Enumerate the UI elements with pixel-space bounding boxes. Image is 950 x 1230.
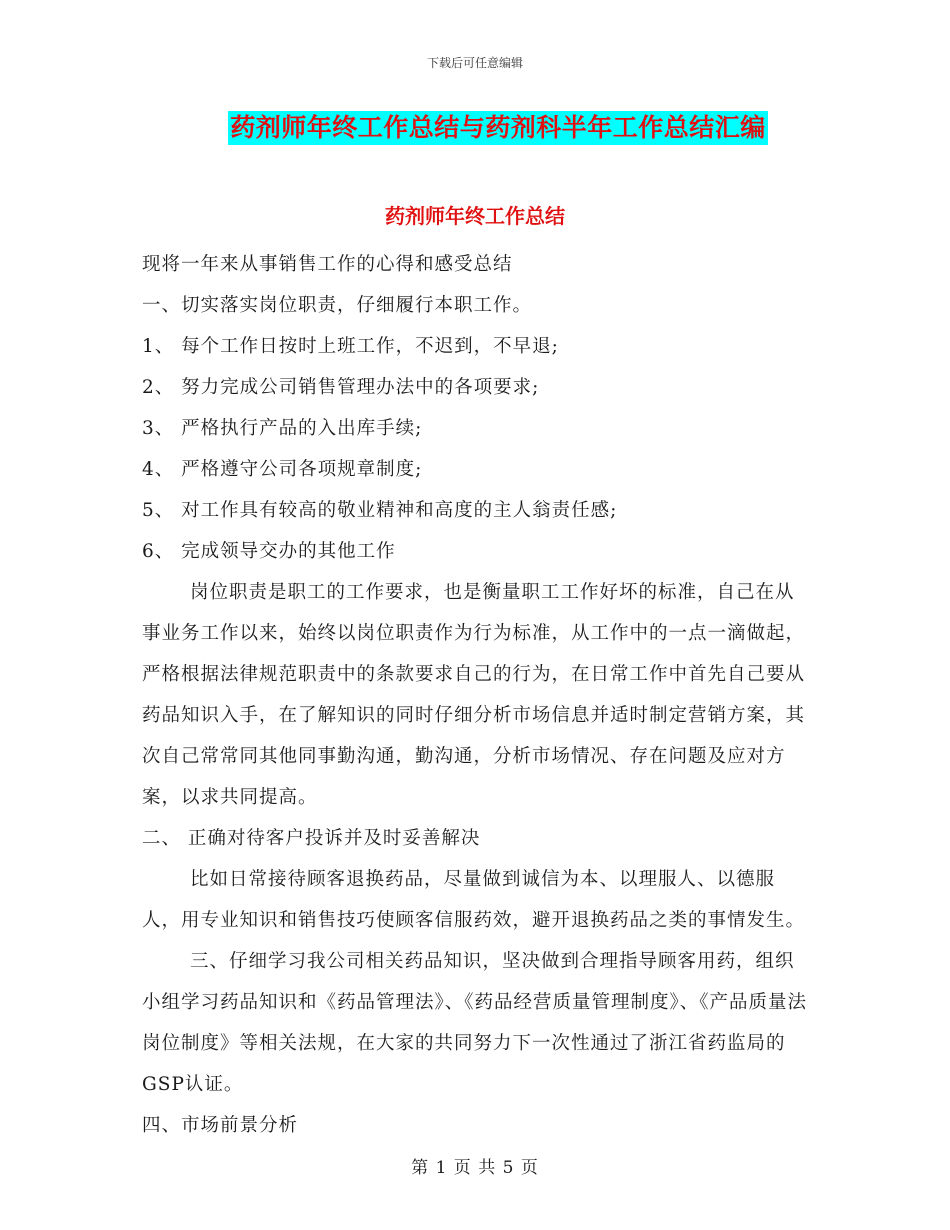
- list-item-5: 5、 对工作具有较高的敬业精神和高度的主人翁责任感;: [142, 500, 618, 521]
- section-title: 药剂师年终工作总结: [385, 204, 565, 228]
- paragraph-intro: 现将一年来从事销售工作的心得和感受总结: [142, 254, 513, 275]
- list-item-3: 3、 严格执行产品的入出库手续;: [142, 418, 423, 439]
- document-title-container: [0, 111, 950, 145]
- list-item-6: 6、 完成领导交办的其他工作: [142, 541, 396, 562]
- paragraph-job-duties: 岗位职责是职工的工作要求，也是衡量职工工作好坏的标准，自己在从事业务工作以来，始终以岗位职责作为行为标准，从工作中的一点一滴做起，严格根据法律规范职责中的条款要求自己的行为，在日常工作中首先自己要从药品知识入手，在了解知识的同时仔细分析市场信息并适时制定营销方案，其次自己常常同其他同事勤沟通，勤沟通，分析市场情况、存在问题及应对方案，以求共同提高。: [142, 582, 806, 808]
- document-title: 药剂师年终工作总结与药剂科半年工作总结汇编: [228, 111, 768, 145]
- paragraph-complaints: 比如日常接待顾客退换药品，尽量做到诚信为本、以理服人、以德服人，用专业知识和销售技巧使顾客信服药效，避开退换药品之类的事情发生。: [142, 869, 806, 931]
- list-item-4: 4、 严格遵守公司各项规章制度;: [142, 459, 423, 480]
- document-body: [142, 244, 808, 1146]
- paragraph-heading-4: 四、市场前景分析: [142, 1115, 299, 1136]
- page-header-note: 下载后可任意编辑: [426, 56, 523, 70]
- page-number: 第 1 页 共 5 页: [411, 1158, 539, 1178]
- list-item-2: 2、 努力完成公司销售管理办法中的各项要求;: [142, 377, 540, 398]
- paragraph-heading-2: 二、 正确对待客户投诉并及时妥善解决: [142, 828, 481, 849]
- paragraph-heading-3: 三、仔细学习我公司相关药品知识，坚决做到合理指导顾客用药，组织小组学习药品知识和《药品管理法》、《药品经营质量管理制度》、《产品质量法岗位制度》等相关法规，在大家的共同努力下一次性通过了浙江省药监局的GSP认证。: [142, 951, 808, 1095]
- list-item-1: 1、 每个工作日按时上班工作，不迟到，不早退;: [142, 336, 559, 357]
- paragraph-heading-1: 一、切实落实岗位职责，仔细履行本职工作。: [142, 295, 533, 316]
